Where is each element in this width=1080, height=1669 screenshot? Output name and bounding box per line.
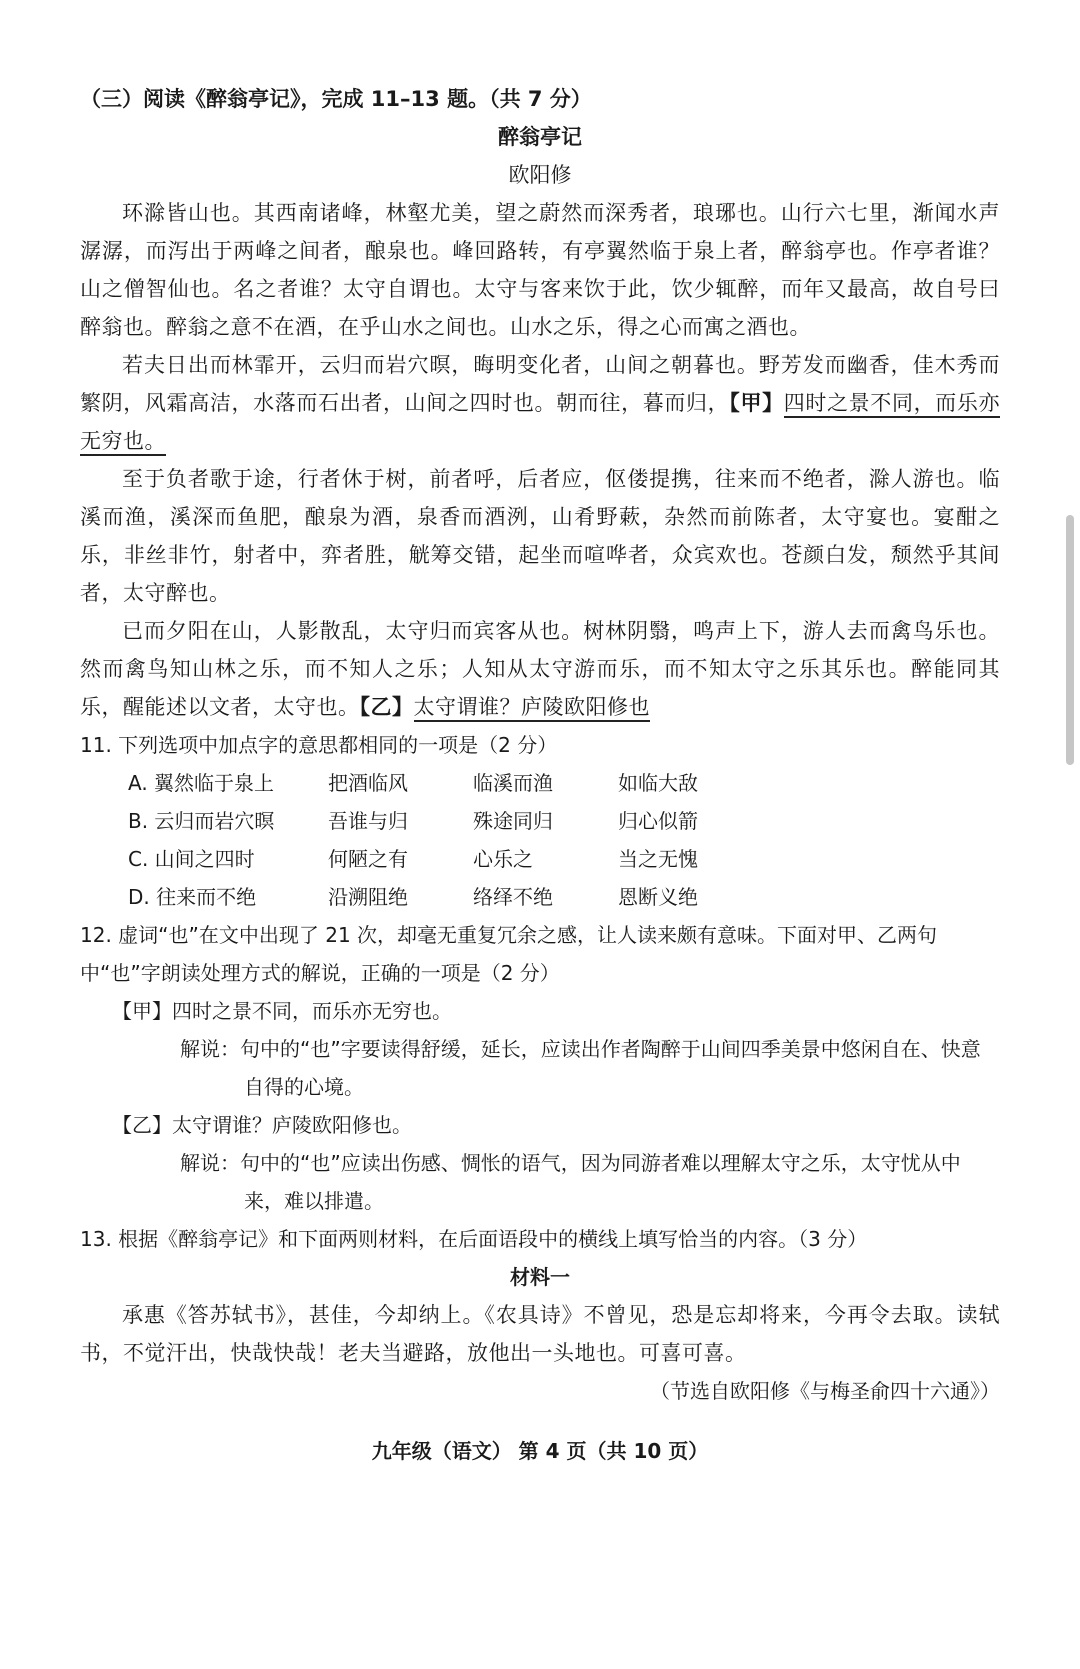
scrollbar[interactable] (1066, 515, 1074, 765)
yi-mark: 【乙】 (359, 695, 414, 719)
option-d-3: 络绎不绝 (473, 885, 553, 909)
option-row-b (128, 802, 1000, 840)
option-a-1: A. 翼然临于泉上 (128, 771, 275, 795)
option-row-a (128, 764, 1000, 802)
question-13-stem: 13. 根据《醉翁亭记》和下面两则材料，在后面语段中的横线上填写恰当的内容。（3 分） (80, 1227, 868, 1251)
material-text: 承惠《答苏轼书》，甚佳，今却纳上。《农具诗》不曾见，恐是忘却将来，今再令去取。读轼书，不觉汗出，快哉快哉！老夫当避路，放他出一头地也。可喜可喜。 (80, 1303, 1000, 1365)
option-c-2: 何陋之有 (328, 847, 408, 871)
option-b-4: 归心似箭 (618, 809, 698, 833)
option-d-4: 恩断义绝 (618, 885, 698, 909)
option-c-1: C. 山间之四时 (128, 847, 255, 871)
section-title: （三）阅读《醉翁亭记》，完成 11–13 题。（共 7 分） (80, 87, 592, 111)
jia-mark: 【甲】 (729, 391, 784, 415)
material-source: （节选自欧阳修《与梅圣俞四十六通》） (650, 1379, 1000, 1403)
question-11-stem: 11. 下列选项中加点字的意思都相同的一项是（2 分） (80, 733, 558, 757)
essay-author: 欧阳修 (508, 163, 572, 187)
exam-sheet (80, 80, 1000, 1410)
question-12-yi: 【乙】太守谓谁？庐陵欧阳修也。 (112, 1113, 412, 1137)
paragraph-2-text: 若夫日出而林霏开，云归而岩穴暝，晦明变化者，山间之朝暮也。野芳发而幽香，佳木秀而繁阴，风霜高洁，水落而石出者，山间之四时也。朝而往，暮而归， (80, 353, 1000, 415)
essay-paragraph-1: 环滁皆山也。其西南诸峰，林壑尤美，望之蔚然而深秀者，琅琊也。山行六七里，渐闻水声潺潺，而泻出于两峰之间者，酿泉也。峰回路转，有亭翼然临于泉上者，醉翁亭也。作亭者谁？山之僧智仙也。名之者谁？太守自谓也。太守与客来饮于此，饮少辄醉，而年又最高，故自号曰醉翁也。醉翁之意不在酒，在乎山水之间也。山水之乐，得之心而寓之酒也。 (80, 201, 1000, 339)
option-d-2: 沿溯阻绝 (328, 885, 408, 909)
paragraph-4-text: 已而夕阳在山，人影散乱，太守归而宾客从也。树林阴翳，鸣声上下，游人去而禽鸟乐也。然而禽鸟知山林之乐，而不知人之乐；人知从太守游而乐，而不知太守之乐其乐也。醉能同其乐，醒能述以文者，太守也。 (80, 619, 1000, 719)
yi-underlined-sentence: 太守谓谁？庐陵欧阳修也 (414, 695, 651, 722)
question-12-stem: 12. 虚词“也”在文中出现了 21 次，却毫无重复冗余之感，让人读来颇有意味。下面对甲、乙两句中“也”字朗读处理方式的解说，正确的一项是（2 分） (80, 923, 938, 985)
option-b-2: 吾谁与归 (328, 809, 408, 833)
option-d-1: D. 往来而不绝 (128, 885, 257, 909)
option-c-3: 心乐之 (473, 847, 533, 871)
page-footer: 九年级（语文） 第 4 页（共 10 页） (371, 1439, 709, 1463)
material-title: 材料一 (510, 1265, 570, 1289)
option-row-c (128, 840, 1000, 878)
option-a-4: 如临大敌 (618, 771, 698, 795)
option-b-3: 殊途同归 (473, 809, 553, 833)
question-12-jia: 【甲】四时之景不同，而乐亦无穷也。 (112, 999, 452, 1023)
question-12-jia-explain: 解说：句中的“也”字要读得舒缓，延长，应读出作者陶醉于山间四季美景中悠闲自在、快意自得的心境。 (180, 1037, 981, 1099)
jia-underlined-sentence: 四时之景不同，而乐亦无穷也。 (80, 391, 1000, 456)
option-a-2: 把酒临风 (328, 771, 408, 795)
essay-paragraph-3: 至于负者歌于途，行者休于树，前者呼，后者应，伛偻提携，往来而不绝者，滁人游也。临溪而渔，溪深而鱼肥，酿泉为酒，泉香而酒洌，山肴野蔌，杂然而前陈者，太守宴也。宴酣之乐，非丝非竹，射者中，弈者胜，觥筹交错，起坐而喧哗者，众宾欢也。苍颜白发，颓然乎其间者，太守醉也。 (80, 467, 1000, 605)
essay-title: 醉翁亭记 (498, 125, 582, 149)
essay-paragraph-4 (80, 612, 1000, 726)
essay-paragraph-2 (80, 346, 1000, 460)
option-a-3: 临溪而渔 (473, 771, 553, 795)
option-c-4: 当之无愧 (618, 847, 698, 871)
option-row-d (128, 878, 1000, 916)
question-11-options (128, 764, 1000, 916)
question-12-yi-explain: 解说：句中的“也”应读出伤感、惆怅的语气，因为同游者难以理解太守之乐，太守忧从中来，难以排遣。 (180, 1151, 961, 1213)
option-b-1: B. 云归而岩穴暝 (128, 809, 275, 833)
